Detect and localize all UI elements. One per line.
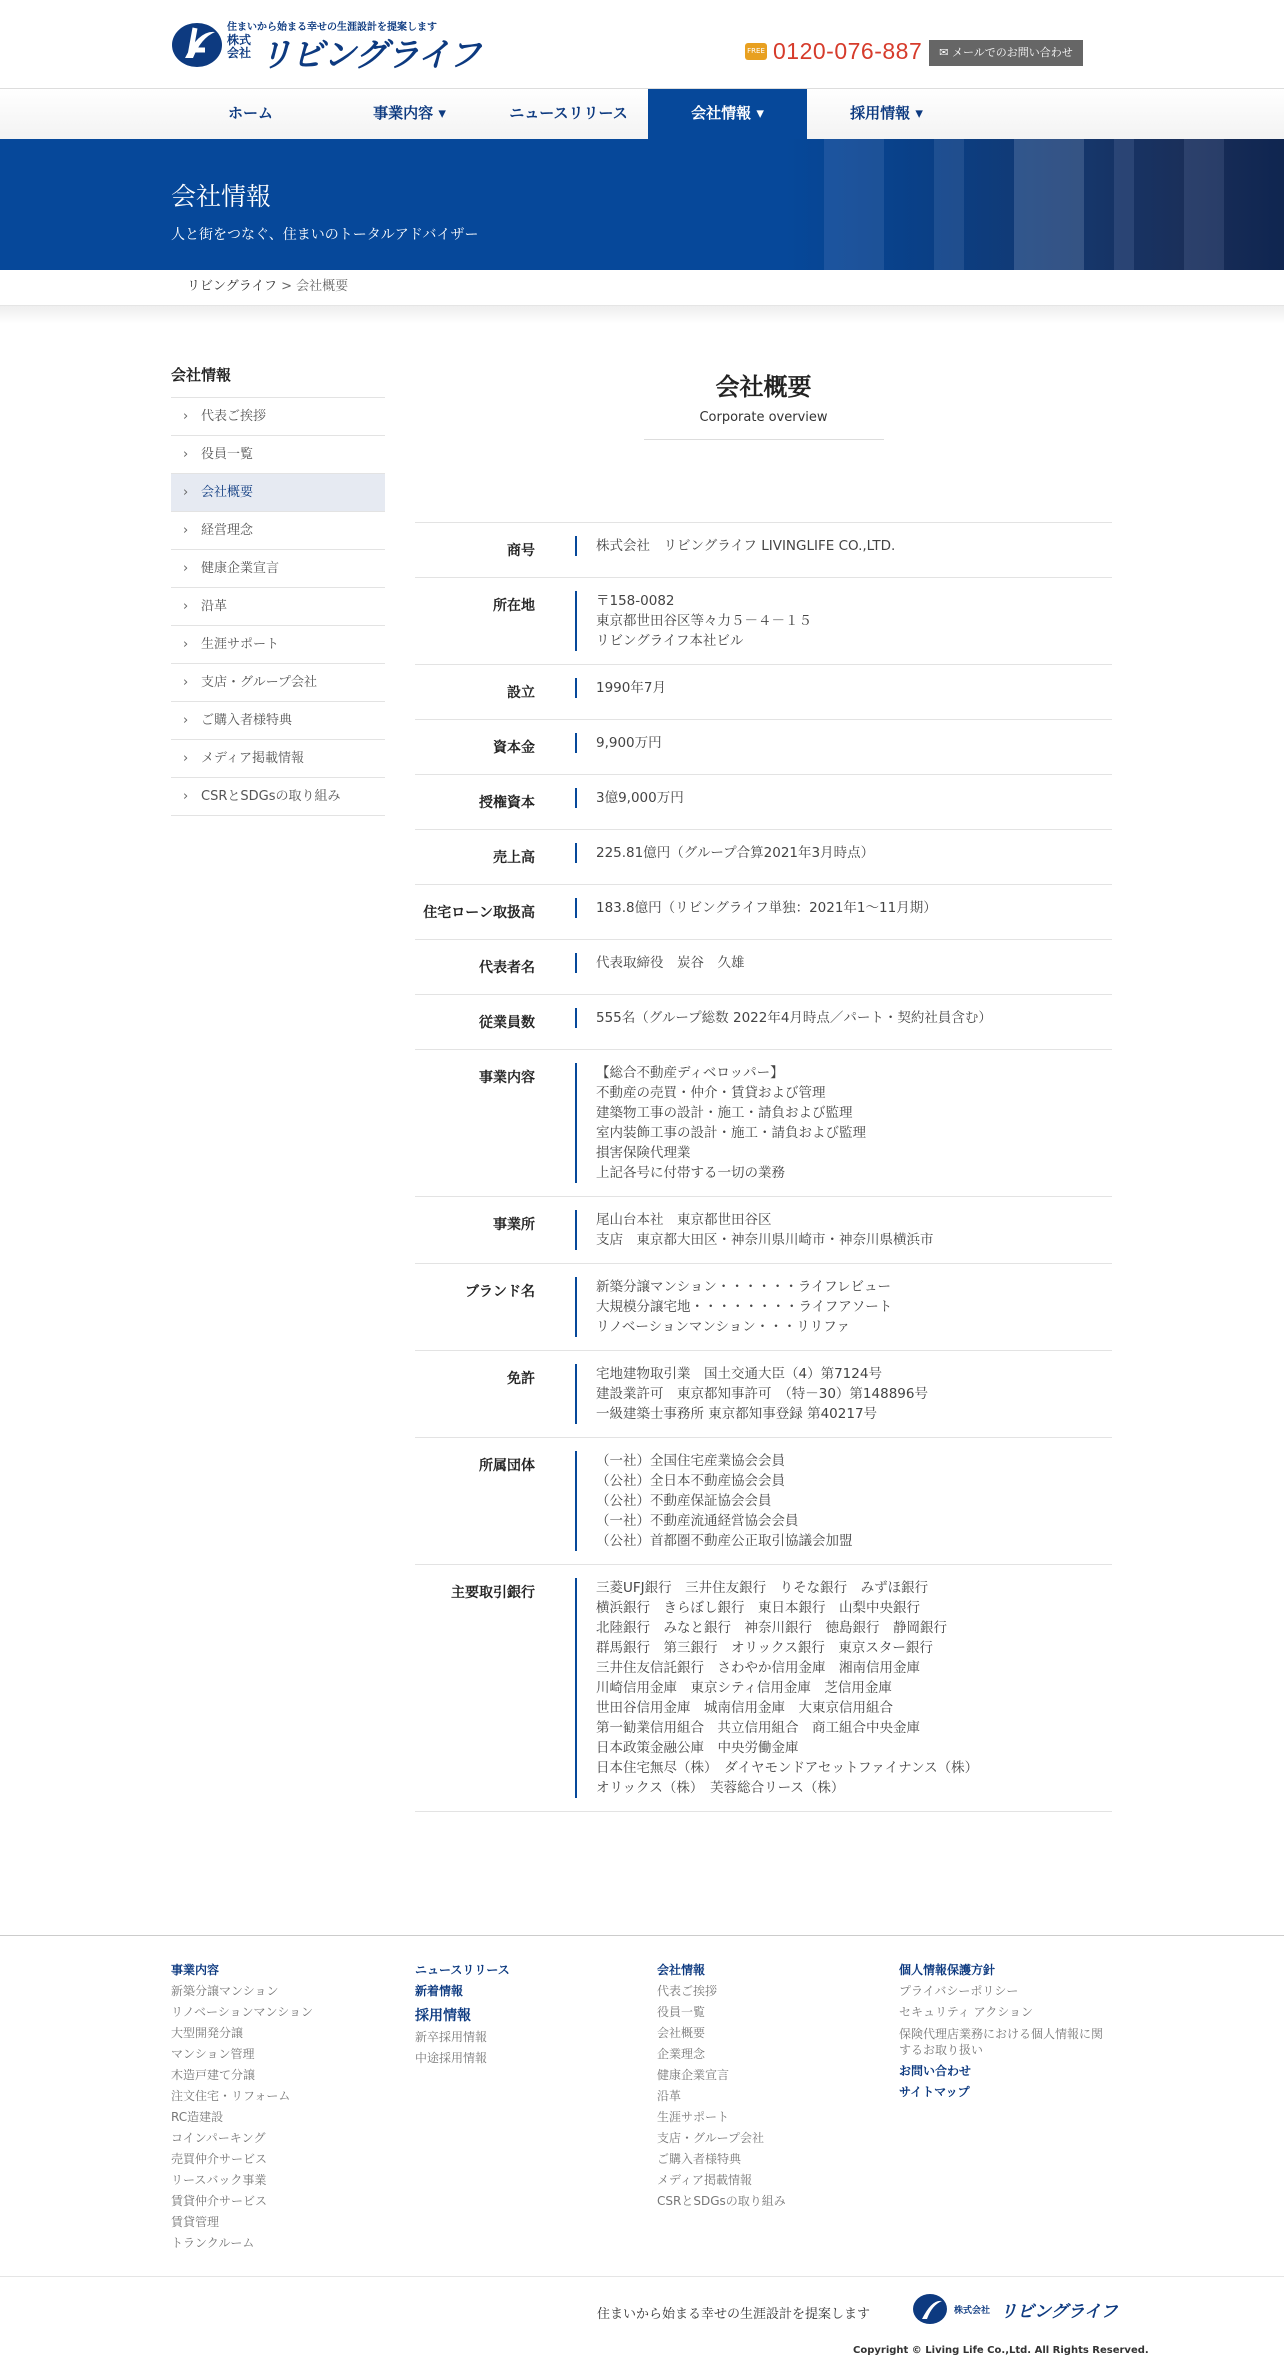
row-value: 株式会社 リビングライフ LIVINGLIFE CO.,LTD. — [575, 536, 1112, 556]
sidebar-item-overview[interactable]: › 会社概要 — [171, 474, 385, 512]
table-row — [415, 885, 1112, 940]
row-label: 所属団体 — [479, 1458, 535, 1474]
row-label: 主要取引銀行 — [451, 1585, 535, 1601]
footer-heading[interactable]: 事業内容 — [171, 1963, 220, 1977]
breadcrumb-separator: > — [276, 279, 297, 294]
mail-contact-button[interactable] — [929, 40, 1083, 66]
main-content — [415, 364, 1112, 1812]
row-label: 代表者名 — [479, 960, 535, 976]
nav-news[interactable]: ニュースリリース — [509, 104, 628, 122]
page-title: 会社概要 — [715, 373, 812, 401]
footer-link[interactable]: 木造戸建て分譲 — [171, 2068, 256, 2082]
row-value: 9,900万円 — [575, 733, 1112, 753]
row-label: 資本金 — [493, 740, 535, 756]
footer-sitemap-link[interactable]: サイトマップ — [899, 2085, 970, 2099]
footer-heading[interactable]: 採用情報 — [415, 2008, 471, 2024]
row-value: （一社）全国住宅産業協会会員 （公社）全日本不動産協会会員 （公社）不動産保証協会会員 （一社）不動産流通経営協会会員 （公社）首都圏不動産公正取引協議会加盟 — [575, 1451, 1112, 1551]
footer-contact-link[interactable]: お問い合わせ — [899, 2064, 972, 2078]
breadcrumb-home[interactable]: リビングライフ — [187, 279, 277, 294]
footer-link[interactable]: 代表ご挨拶 — [657, 1984, 718, 1998]
page-hero — [0, 139, 1284, 270]
footer-tagline: 住まいから始まる幸せの生涯設計を提案します — [597, 2307, 871, 2322]
logo-company-prefix: 株式会社 — [227, 33, 252, 60]
table-row — [415, 775, 1112, 830]
title-divider — [644, 439, 884, 440]
company-info-table — [415, 522, 1112, 1812]
table-row — [415, 1438, 1112, 1565]
footer-link[interactable]: 新卒採用情報 — [415, 2030, 488, 2044]
table-row — [415, 665, 1112, 720]
row-label: 売上高 — [493, 850, 535, 866]
footer-link[interactable]: 新築分譲マンション — [171, 1984, 279, 1998]
row-label: 商号 — [507, 543, 535, 559]
table-row — [415, 1050, 1112, 1197]
sidebar-item-branches[interactable]: › 支店・グループ会社 — [171, 664, 385, 702]
footer-logo-name: リビングライフ — [1000, 2302, 1118, 2322]
row-label: 事業内容 — [479, 1070, 535, 1086]
table-row — [415, 1197, 1112, 1264]
sidebar — [171, 364, 385, 816]
footer-heading[interactable]: 個人情報保護方針 — [899, 1963, 996, 1977]
nav-business[interactable]: 事業内容 ▾ — [373, 104, 446, 122]
footer-bottom — [0, 2276, 1284, 2368]
footer-link[interactable]: 注文住宅・リフォーム — [171, 2089, 291, 2103]
row-label: 事業所 — [493, 1217, 535, 1233]
row-value: 1990年7月 — [575, 678, 1112, 698]
footer-link[interactable]: 売買仲介サービス — [171, 2152, 268, 2166]
divider — [0, 306, 1284, 324]
row-value: 代表取締役 炭谷 久雄 — [575, 953, 1112, 973]
logo-tagline: 住まいから始まる幸せの生涯設計を提案します — [227, 22, 437, 33]
row-label: 授権資本 — [479, 795, 535, 811]
hero-subtitle: 人と街をつなぐ、住まいのトータルアドバイザー — [171, 227, 479, 243]
sidebar-item-support[interactable]: › 生涯サポート — [171, 626, 385, 664]
footer-link[interactable]: 生涯サポート — [657, 2110, 730, 2124]
footer-link[interactable]: トランクルーム — [171, 2236, 255, 2250]
table-row — [415, 830, 1112, 885]
footer-link[interactable]: 賃貸仲介サービス — [171, 2194, 268, 2208]
footer-link[interactable]: RC造建設 — [171, 2110, 224, 2124]
sidebar-item-health[interactable]: › 健康企業宣言 — [171, 550, 385, 588]
footer-link[interactable]: 保険代理店業務における個人情報に関するお取り扱い — [899, 2027, 1104, 2057]
footer-heading[interactable]: 新着情報 — [415, 1984, 464, 1998]
sidebar-item-media[interactable]: › メディア掲載情報 — [171, 740, 385, 778]
sidebar-item-history[interactable]: › 沿革 — [171, 588, 385, 626]
breadcrumb-current: 会社概要 — [296, 279, 349, 294]
row-value: 尾山台本社 東京都世田谷区 支店 東京都大田区・神奈川県川崎市・神奈川県横浜市 — [575, 1210, 1112, 1250]
sidebar-item-greeting[interactable]: › 代表ご挨拶 — [171, 398, 385, 436]
hero-building-image — [784, 139, 1284, 270]
table-row — [415, 1565, 1112, 1812]
site-footer — [0, 1935, 1284, 2250]
row-value: 新築分譲マンション・・・・・・ライフレビュー 大規模分譲宅地・・・・・・・・ライフアソート リノベーションマンション・・・リリファ — [575, 1277, 1112, 1337]
breadcrumb — [0, 270, 1284, 306]
footer-link[interactable]: リースバック事業 — [171, 2173, 267, 2187]
envelope-icon: ✉ — [939, 46, 952, 59]
table-row — [415, 578, 1112, 665]
footer-col-business — [171, 1960, 391, 2254]
row-value: 3億9,000万円 — [575, 788, 1112, 808]
footer-link[interactable]: プライバシーポリシー — [899, 1984, 1019, 1998]
row-label: 所在地 — [493, 598, 535, 614]
sidebar-item-officers[interactable]: › 役員一覧 — [171, 436, 385, 474]
row-value: 555名（グループ総数 2022年4月時点／パート・契約社員含む） — [575, 1008, 1112, 1028]
sidebar-item-philosophy[interactable]: › 経営理念 — [171, 512, 385, 550]
row-value: 〒158-0082 東京都世田谷区等々力５－４－１５ リビングライフ本社ビル — [575, 591, 1112, 651]
table-row — [415, 940, 1112, 995]
footer-link[interactable]: セキュリティ アクション — [899, 2005, 1034, 2019]
site-logo[interactable] — [171, 18, 491, 74]
sidebar-item-benefits[interactable]: › ご購入者様特典 — [171, 702, 385, 740]
table-row — [415, 1264, 1112, 1351]
row-value: 183.8億円（リビングライフ単独：2021年1〜11月期） — [575, 898, 1112, 918]
footer-link[interactable]: 会社概要 — [657, 2026, 706, 2040]
footer-link[interactable]: ご購入者様特典 — [657, 2152, 742, 2166]
footer-col-news — [415, 1960, 635, 2069]
footer-heading[interactable]: ニュースリリース — [415, 1963, 510, 1977]
footer-logo-prefix: 株式会社 — [954, 2306, 991, 2316]
row-label: 住宅ローン取扱高 — [423, 905, 535, 921]
footer-link[interactable]: 中途採用情報 — [415, 2051, 488, 2065]
mail-contact-label: メールでのお問い合わせ — [951, 46, 1073, 59]
row-label: 従業員数 — [479, 1015, 535, 1031]
footer-link[interactable]: 健康企業宣言 — [657, 2068, 730, 2082]
footer-link[interactable]: 大型開発分譲 — [171, 2026, 244, 2040]
footer-heading[interactable]: 会社情報 — [657, 1963, 706, 1977]
table-row — [415, 720, 1112, 775]
footer-link[interactable]: メディア掲載情報 — [657, 2173, 753, 2187]
row-value: 225.81億円（グループ合算2021年3月時点） — [575, 843, 1112, 863]
row-value: 【総合不動産ディベロッパー】 不動産の売買・仲介・賃貸および管理 建築物工事の設計・施工・請負および監理 室内装飾工事の設計・施工・請負および監理 損害保険代理業 上記各号に付帯する一切の業務 — [575, 1063, 1112, 1183]
row-value: 宅地建物取引業 国土交通大臣（4）第7124号 建設業許可 東京都知事許可 （特－30）第148896号 一級建築士事務所 東京都知事登録 第40217号 — [575, 1364, 1112, 1424]
footer-col-privacy — [899, 1960, 1113, 2103]
row-label: 設立 — [507, 685, 535, 701]
footer-link[interactable]: CSRとSDGsの取り組み — [657, 2194, 786, 2208]
row-label: 免許 — [507, 1371, 535, 1387]
table-row — [415, 1351, 1112, 1438]
sidebar-title: 会社情報 — [171, 364, 385, 398]
footer-link[interactable]: 企業理念 — [657, 2047, 706, 2061]
row-value: 三菱UFJ銀行 三井住友銀行 りそな銀行 みずほ銀行 横浜銀行 きらぼし銀行 東日本銀行 山梨中央銀行 北陸銀行 みなと銀行 神奈川銀行 徳島銀行 静岡銀行 群馬銀行 第三銀行 オリックス銀行 東京スター銀行 三井住友信託銀行 さわやか信用金庫 湘南信用金庫 川崎信用金庫 東京シティ信用金庫 芝信用金庫 世田谷信用金庫 城南信用金庫 大東京信用組合 第一勧業信用組合 共立信用組合 商工組合中央金庫 日本政策金融公庫 中央労働金庫 日本住宅無尽（株） ダイヤモンドアセットファイナンス（株） オリックス（株） 芙蓉総合リース（株） — [575, 1578, 1112, 1798]
site-header — [0, 0, 1284, 88]
table-row — [415, 995, 1112, 1050]
sidebar-item-csr[interactable]: › CSRとSDGsの取り組み — [171, 778, 385, 816]
copyright: Copyright © Living Life Co.,Ltd. All Rights Reserved. — [853, 2345, 1149, 2356]
freedial-icon: FREE — [745, 43, 767, 60]
page-subtitle: Corporate overview — [699, 410, 828, 425]
footer-link[interactable]: リノベーションマンション — [171, 2005, 314, 2019]
nav-company[interactable]: 会社情報 ▾ — [648, 89, 807, 140]
hero-title: 会社情報 — [171, 182, 272, 211]
logo-name: リビングライフ — [259, 35, 481, 74]
global-nav — [0, 88, 1284, 139]
logo-mark-icon — [912, 2293, 948, 2325]
footer-link[interactable]: 賃貸管理 — [171, 2215, 220, 2229]
table-row — [415, 523, 1112, 578]
footer-link[interactable]: コインパーキング — [171, 2131, 266, 2145]
row-label: ブランド名 — [465, 1284, 535, 1300]
footer-link[interactable]: マンション管理 — [171, 2047, 255, 2061]
footer-link[interactable]: 支店・グループ会社 — [657, 2131, 765, 2145]
footer-col-company — [657, 1960, 877, 2212]
phone-number[interactable]: 0120-076-887 — [773, 38, 923, 64]
nav-home[interactable]: ホーム — [227, 104, 273, 122]
footer-link[interactable]: 役員一覧 — [657, 2005, 706, 2019]
nav-recruit[interactable]: 採用情報 ▾ — [850, 104, 923, 122]
phone-contact[interactable] — [745, 38, 922, 65]
footer-link[interactable]: 沿革 — [657, 2089, 682, 2103]
